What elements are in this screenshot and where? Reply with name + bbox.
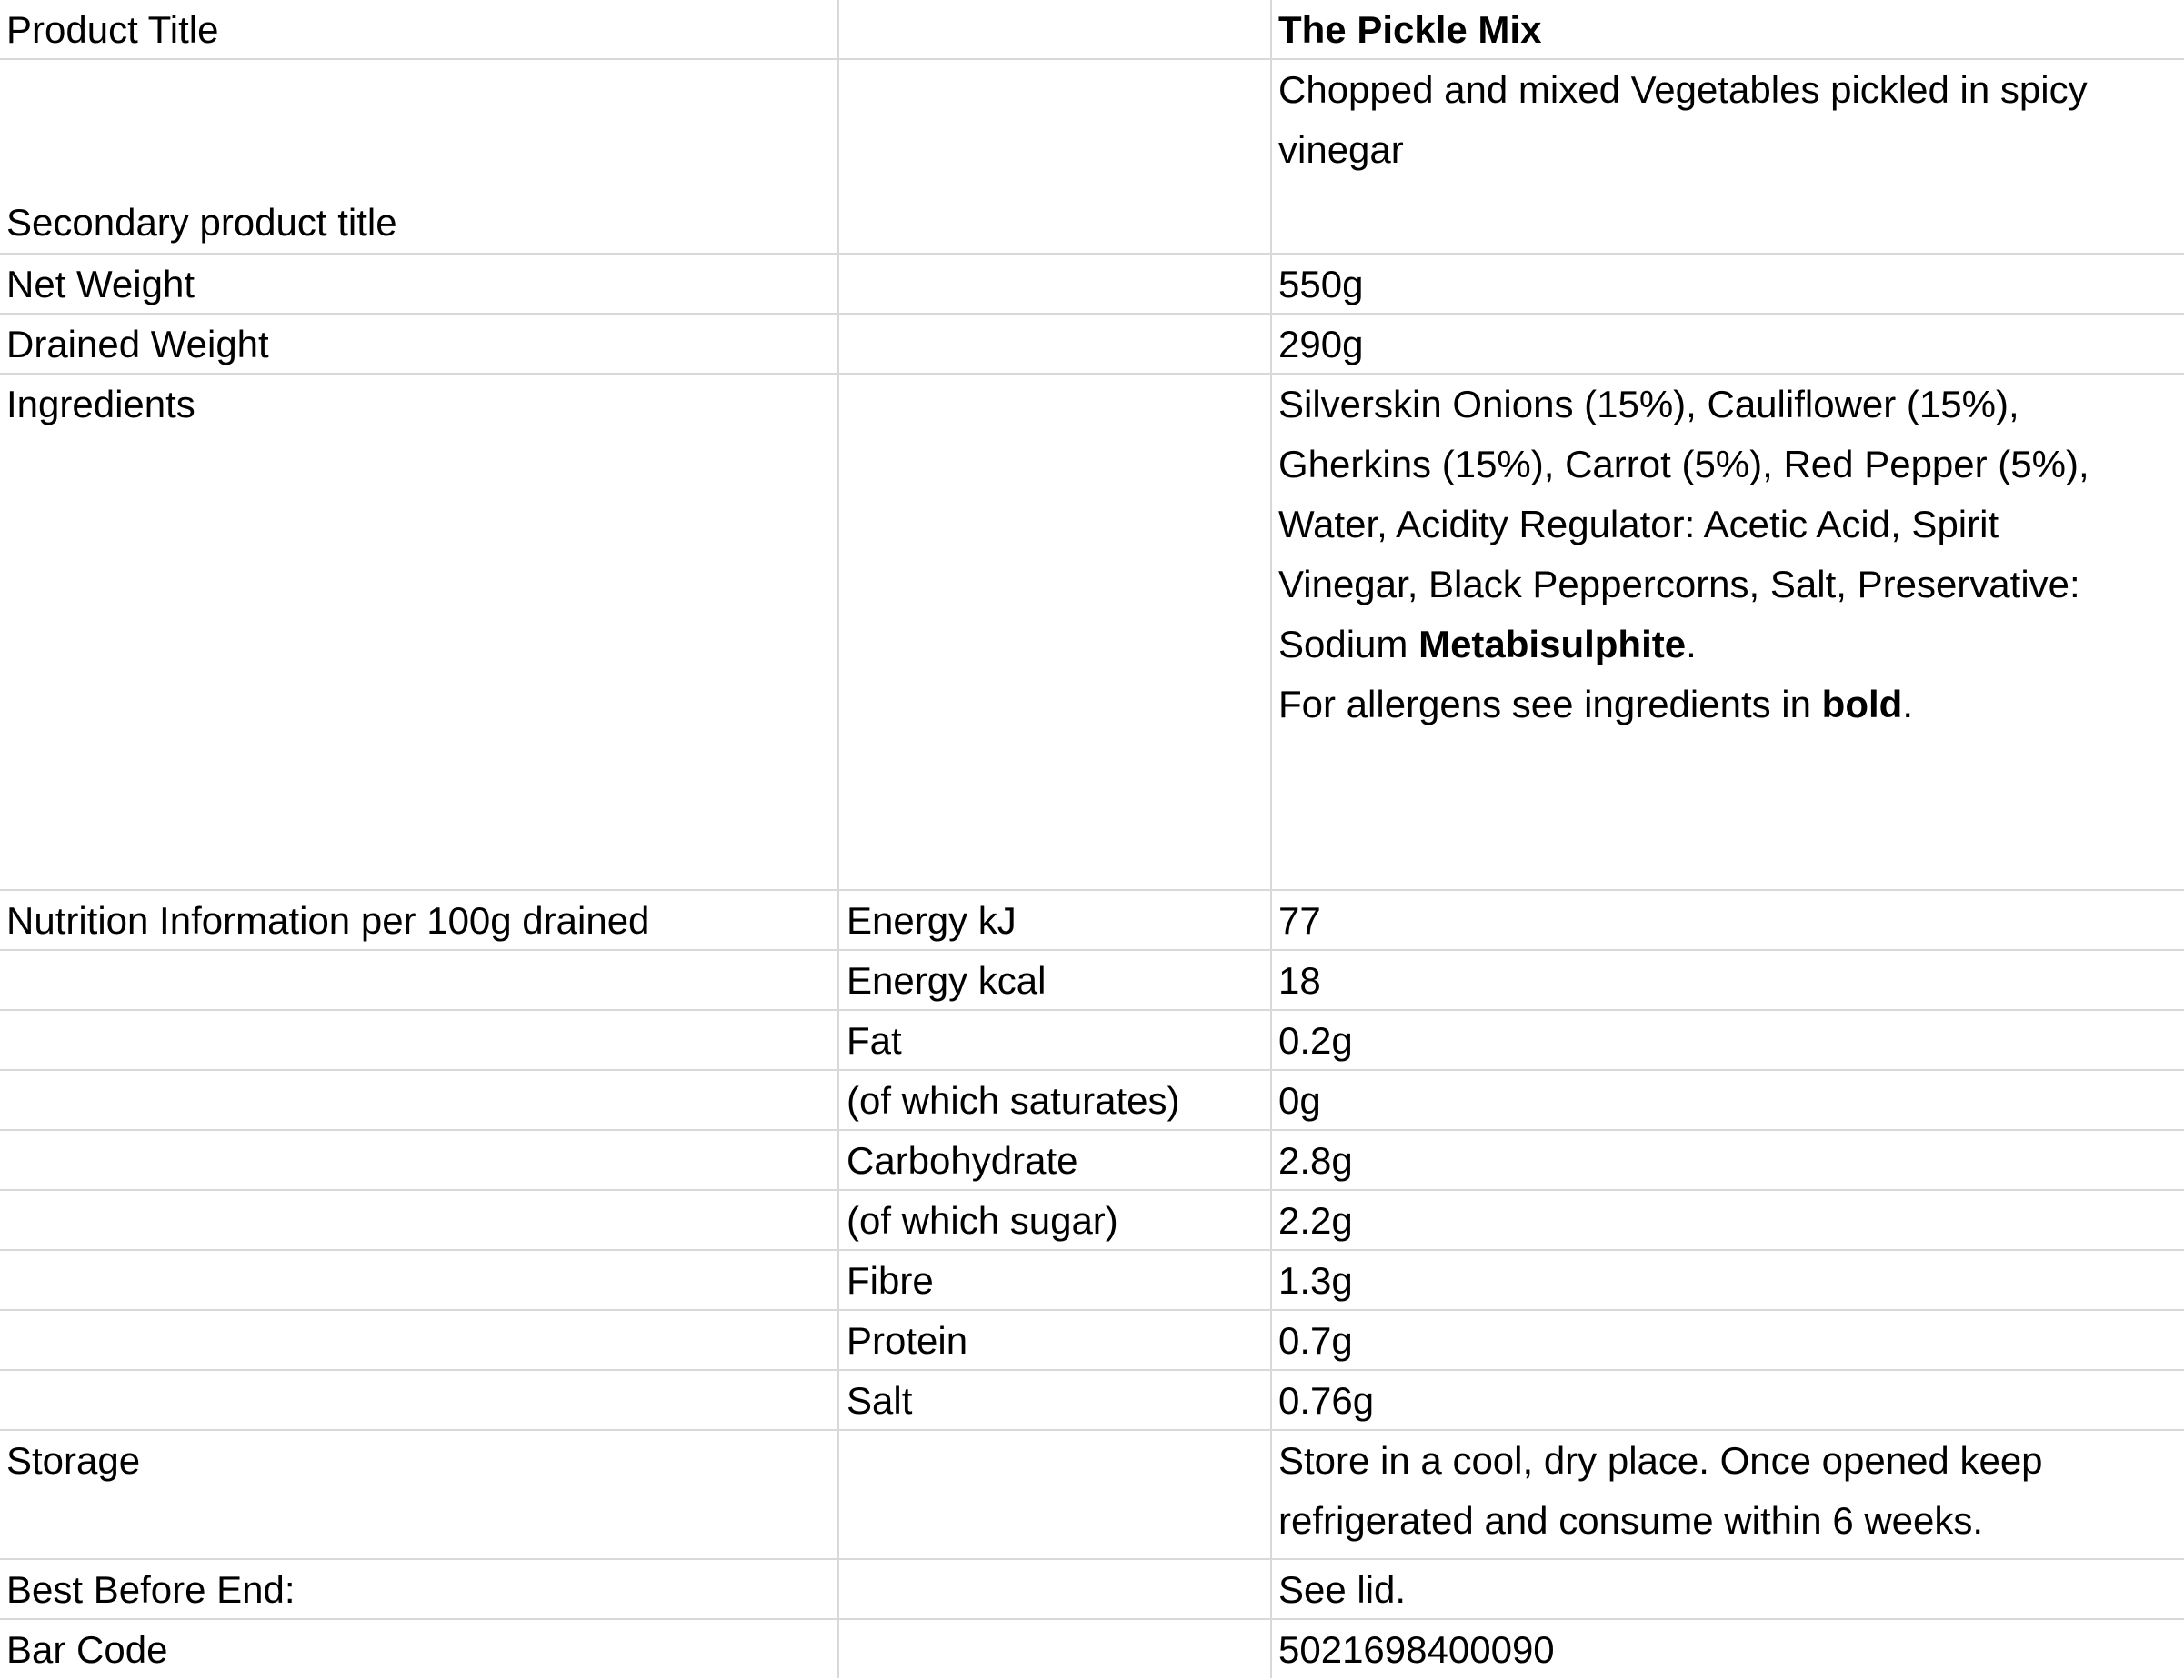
empty-cell [839,1431,1272,1558]
nutrient-value: 1.3g [1278,1259,1353,1302]
empty-cell [0,1131,839,1189]
empty-cell [839,60,1272,253]
nutrient-name: Protein [839,1311,1272,1369]
row-nutrition [0,1251,2184,1311]
row-nutrition [0,951,2184,1011]
nutrient-value: 2.2g [1278,1199,1353,1242]
ingredients-line: Silverskin Onions (15%), Cauliflower (15%), [1278,383,2019,425]
nutrient-value: 77 [1278,899,1321,942]
secondary-title-line: Chopped and mixed Vegetables pickled in spicy [1278,68,2088,111]
row-secondary-title [0,60,2184,255]
value-storage [1272,1431,2184,1558]
label-ingredients: Ingredients [0,375,839,889]
label-nutrition: Nutrition Information per 100g drained [0,891,839,949]
ingredients-text: Sodium [1278,623,1419,665]
label-net-weight: Net Weight [0,255,839,313]
nutrient-value: 2.8g [1278,1139,1353,1182]
nutrient-name: Energy kcal [839,951,1272,1009]
nutrient-value: 0.2g [1278,1019,1353,1062]
nutrient-value: 0.76g [1278,1379,1375,1422]
label-product-title: Product Title [0,0,839,58]
row-nutrition [0,1071,2184,1131]
ingredients-line: Gherkins (15%), Carrot (5%), Red Pepper (5%), [1278,443,2089,485]
row-nutrition [0,1131,2184,1191]
row-nutrition [0,1011,2184,1071]
value-net-weight: 550g [1278,263,1364,305]
row-nutrition [0,1371,2184,1431]
nutrient-name: (of which saturates) [839,1071,1272,1129]
empty-cell [0,1251,839,1309]
label-secondary-title [0,60,839,253]
row-ingredients [0,375,2184,891]
empty-cell [0,1191,839,1249]
row-nutrition [0,1191,2184,1251]
row-bar-code [0,1620,2184,1678]
label-secondary-title-text: Secondary product title [6,201,397,244]
empty-cell [0,1071,839,1129]
row-product-title [0,0,2184,60]
row-best-before [0,1560,2184,1620]
ingredients-line-allergen [1278,615,2184,675]
nutrient-name: Salt [839,1371,1272,1429]
row-nutrition [0,891,2184,951]
allergen-note-text: For allergens see ingredients in [1278,683,1822,725]
value-product-title: The Pickle Mix [1278,8,1542,51]
nutrient-value: 0.7g [1278,1319,1353,1362]
ingredients-line: Water, Acidity Regulator: Acetic Acid, Spirit [1278,503,1999,545]
storage-line: refrigerated and consume within 6 weeks. [1278,1499,1984,1542]
nutrient-name: Energy kJ [839,891,1272,949]
empty-cell [839,0,1272,58]
row-nutrition [0,1311,2184,1371]
allergen-note-text: . [1902,683,1913,725]
storage-line: Store in a cool, dry place. Once opened keep [1278,1439,2043,1482]
value-drained-weight: 290g [1278,323,1364,365]
nutrient-name: Fat [839,1011,1272,1069]
empty-cell [0,1311,839,1369]
nutrient-name: Carbohydrate [839,1131,1272,1189]
label-storage: Storage [0,1431,839,1558]
empty-cell [0,1011,839,1069]
row-drained-weight [0,315,2184,375]
value-secondary-title [1272,60,2184,253]
ingredients-line: Vinegar, Black Peppercorns, Salt, Preservative: [1278,563,2080,605]
allergen-ingredient: Metabisulphite [1418,623,1687,665]
nutrient-value: 18 [1278,959,1321,1002]
ingredients-text: . [1686,623,1697,665]
secondary-title-line: vinegar [1278,128,1404,171]
nutrient-name: Fibre [839,1251,1272,1309]
nutrient-name: (of which sugar) [839,1191,1272,1249]
allergen-note [1278,675,2184,735]
nutrient-value: 0g [1278,1079,1321,1122]
label-best-before: Best Before End: [0,1560,839,1618]
value-best-before: See lid. [1278,1568,1407,1611]
label-bar-code: Bar Code [0,1620,839,1678]
allergen-note-bold: bold [1821,683,1903,725]
empty-cell [839,1560,1272,1618]
empty-cell [0,951,839,1009]
empty-cell [839,255,1272,313]
value-ingredients [1272,375,2184,889]
empty-cell [839,1620,1272,1678]
empty-cell [839,315,1272,373]
label-drained-weight: Drained Weight [0,315,839,373]
row-storage [0,1431,2184,1560]
empty-cell [0,1371,839,1429]
empty-cell [839,375,1272,889]
row-net-weight [0,255,2184,315]
value-bar-code: 5021698400090 [1278,1628,1555,1671]
